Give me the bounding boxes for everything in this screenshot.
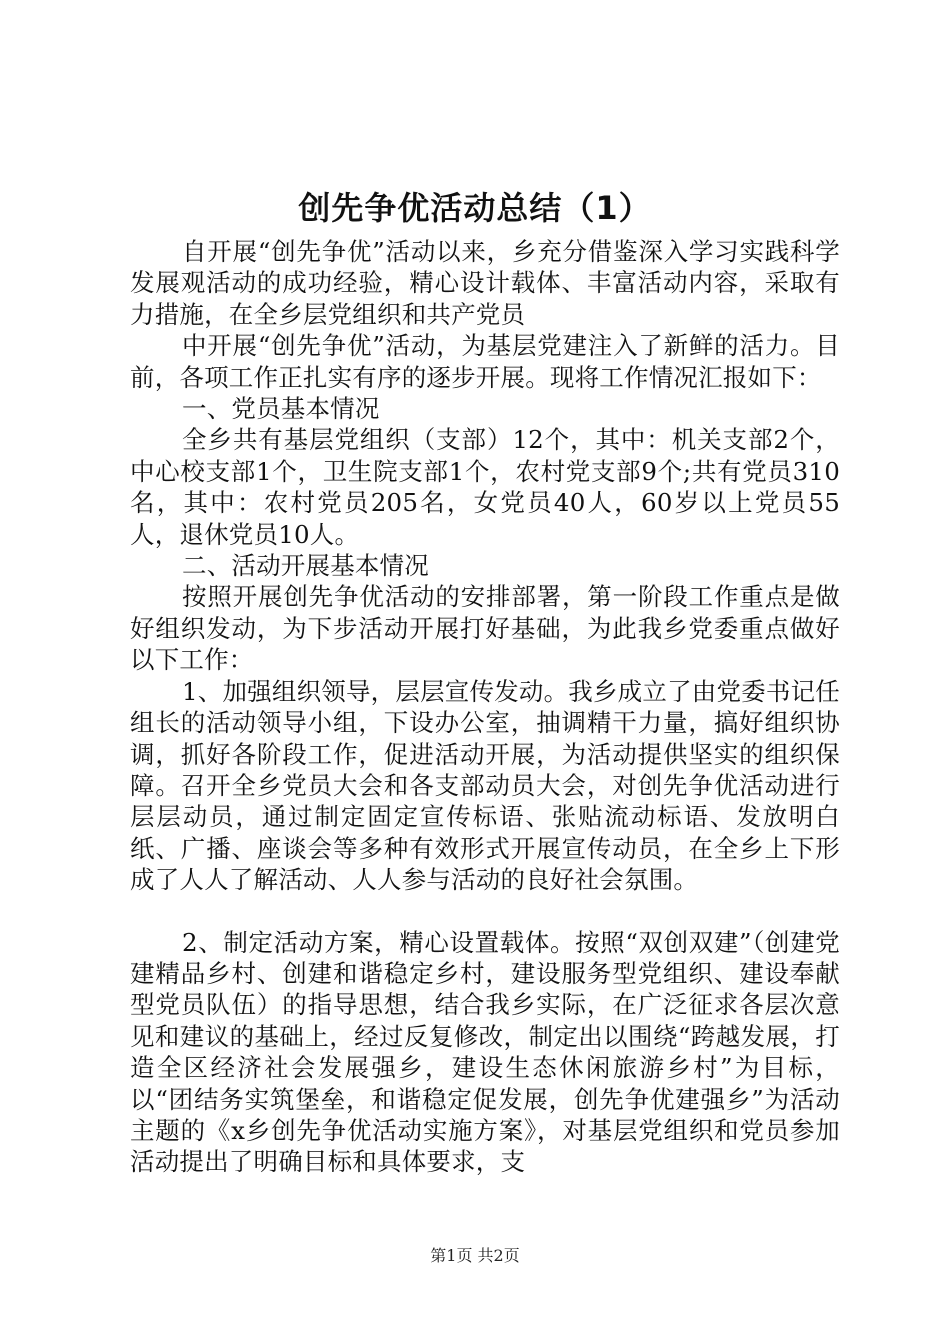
paragraph-intro-continued: 中开展“创先争优”活动，为基层党建注入了新鲜的活力。目前，各项工作正扎实有序的逐步开展。现将工作情况汇报如下： [130,331,840,392]
section-heading-members: 一、党员基本情况 [182,394,380,424]
document-title: 创先争优活动总结（1） [298,189,652,227]
paragraph-member-stats: 全乡共有基层党组织（支部）12个，其中：机关支部2个，中心校支部1个，卫生院支部1个，农村党支部9个;共有党员310名，其中：农村党员205名，女党员40人，60岁以上党员55人，退休党员10人。 [130,425,840,549]
paragraph-activities-intro: 按照开展创先争优活动的安排部署，第一阶段工作重点是做好组织发动，为下步活动开展打好基础，为此我乡党委重点做好以下工作： [130,582,840,675]
page-footer: 第1页 共2页 [430,1246,520,1265]
paragraph-item-1: 1、加强组织领导，层层宣传发动。我乡成立了由党委书记任组长的活动领导小组，下设办公室，抽调精干力量，搞好组织协调，抓好各阶段工作，促进活动开展，为活动提供坚实的组织保障。召开全乡党员大会和各支部动员大会，对创先争优活动进行层层动员，通过制定固定宣传标语、张贴流动标语、发放明白纸、广播、座谈会等多种有效形式开展宣传动员，在全乡上下形成了人人了解活动、人人参与活动的良好社会氛围。 [130,676,840,895]
paragraph-item-2: 2、制定活动方案，精心设置载体。按照“双创双建”（创建党建精品乡村、创建和谐稳定乡村，建设服务型党组织、建设奉献型党员队伍）的指导思想，结合我乡实际，在广泛征求各层次意见和建议的基础上，经过反复修改，制定出以围绕“跨越发展，打造全区经济社会发展强乡，建设生态休闲旅游乡村”为目标，以“团结务实筑堡垒，和谐稳定促发展，创先争优建强乡”为活动主题的《x乡创先争优活动实施方案》，对基层党组织和党员参加活动提出了明确目标和具体要求，支 [130,927,840,1177]
paragraph-gap [130,896,840,927]
section-heading-activities: 二、活动开展基本情况 [182,551,429,581]
paragraph-intro: 自开展“创先争优”活动以来，乡充分借鉴深入学习实践科学发展观活动的成功经验，精心设计载体、丰富活动内容，采取有力措施，在全乡层党组织和共产党员 [130,237,840,329]
document-body [130,236,840,1178]
